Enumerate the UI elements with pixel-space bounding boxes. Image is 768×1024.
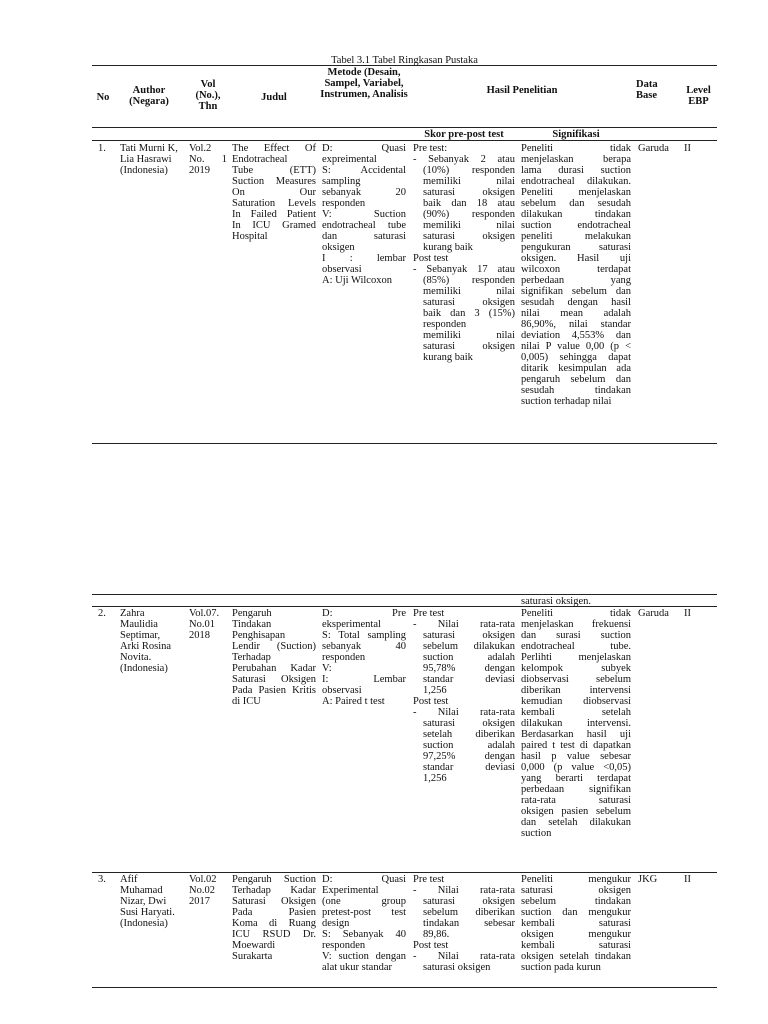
- cell-line: responden: [322, 652, 366, 663]
- cell-line: oksigen pasien sebelum: [521, 806, 631, 817]
- cell-line: rata-rata saturasi: [521, 795, 631, 806]
- row-3-level: II: [684, 874, 691, 885]
- cell-line: saturasi oksigen: [423, 231, 515, 242]
- cell-line: dan setelah dilakukan: [521, 817, 631, 828]
- cell-line: design: [322, 918, 350, 929]
- cell-line: sebanyak 40: [322, 641, 406, 652]
- cell-line: baik dan 3 (15%): [423, 308, 515, 319]
- cell-line: S: Total sampling: [322, 630, 406, 641]
- cell-line: suction pada kurun: [521, 962, 601, 973]
- cell-line: Saturasi Oksigen: [232, 674, 316, 685]
- cell-line: Vol.07.: [189, 608, 220, 619]
- header-author: Author (Negara): [129, 85, 169, 107]
- cell-line: Vol.02: [189, 874, 217, 885]
- cell-line: saturasi oksigen: [423, 718, 515, 729]
- cell-line: Peneliti tidak: [521, 143, 631, 154]
- cell-line: Post test: [413, 253, 449, 264]
- cell-line: Berdasarkan hasil uji: [521, 729, 631, 740]
- cell-line: sebelum dilakukan: [423, 641, 515, 652]
- cell-line: sebelum tindakan: [521, 896, 631, 907]
- cell-line: Post test: [413, 940, 449, 951]
- cell-line: wilcoxon terdapat: [521, 264, 631, 275]
- cell-line: suction: [521, 828, 552, 839]
- cell-line: Pada Pasien: [232, 907, 316, 918]
- cell-line: Zahra: [120, 608, 145, 619]
- header-vol: Vol (No.), Thn: [195, 79, 221, 112]
- cell-line: Tube (ETT): [232, 165, 316, 176]
- cell-line: A: Uji Wilcoxon: [322, 275, 392, 286]
- cell-line: sampling: [322, 176, 361, 187]
- cell-line: Arki Rosina: [120, 641, 172, 652]
- cell-line: responden: [423, 319, 467, 330]
- cell-line: saturasi oksigen: [423, 896, 515, 907]
- cell-line: ditarik kesimpulan ada: [521, 363, 631, 374]
- cell-line: peneliti melakukan: [521, 231, 631, 242]
- cell-line: No.02: [189, 885, 215, 896]
- cell-line: Nizar, Dwi: [120, 896, 167, 907]
- cell-line: 97,25% dengan: [423, 751, 515, 762]
- cell-line: sebelum dan sesudah: [521, 198, 631, 209]
- cell-line: saturasi oksigen: [521, 885, 631, 896]
- cell-line: Koma di Ruang: [232, 918, 316, 929]
- cell-line: saturasi oksigen: [423, 297, 515, 308]
- cell-line: - Nilai rata-rata: [413, 951, 515, 962]
- cell-line: Saturasi Oksigen: [232, 896, 316, 907]
- cell-line: A: Paired t test: [322, 696, 385, 707]
- cell-line: Maulidia: [120, 619, 158, 630]
- cell-line: Pengaruh: [232, 608, 272, 619]
- cell-line: suction terhadap nilai: [521, 396, 612, 407]
- cell-line: oksigen mengukur: [521, 929, 631, 940]
- cell-line: di ICU: [232, 696, 261, 707]
- cell-line: Peneliti tidak: [521, 608, 631, 619]
- cell-line: 0,000 (p value <0,05): [521, 762, 631, 773]
- cell-line: 86,90%, nilai standar: [521, 319, 631, 330]
- row-2-skor: [413, 608, 515, 784]
- cell-line: menjelaskan frekuensi: [521, 619, 631, 630]
- cell-line: kelompok subyek: [521, 663, 631, 674]
- cell-line: paired t test di dapatkan: [521, 740, 631, 751]
- cell-line: V: suction dengan: [322, 951, 406, 962]
- header-no: No: [96, 92, 110, 103]
- cell-line: (one group: [322, 896, 406, 907]
- cell-line: kembali saturasi: [521, 918, 631, 929]
- header-signifikasi: Signifikasi: [552, 129, 600, 140]
- cell-line: 2017: [189, 896, 210, 907]
- row-1-signifikasi-continued: saturasi oksigen.: [521, 596, 591, 607]
- cell-line: Penghisapan: [232, 630, 286, 641]
- cell-line: dan surasi suction: [521, 630, 631, 641]
- header-level: Level EBP: [686, 85, 711, 107]
- cell-line: Pre test: [413, 608, 445, 619]
- cell-line: deviation 4,553% dan: [521, 330, 631, 341]
- cell-line: pengukuran saturasi: [521, 242, 631, 253]
- row-1-level: II: [684, 143, 691, 154]
- cell-line: oksigen setelah tindakan: [521, 951, 631, 962]
- cell-line: Surakarta: [232, 951, 273, 962]
- row-1-author: [120, 143, 186, 176]
- cell-line: Saturation Levels: [232, 198, 316, 209]
- cell-line: ICU RSUD Dr.: [232, 929, 316, 940]
- subheader-divider: [92, 140, 717, 141]
- cell-line: eksperimental: [322, 619, 381, 630]
- page-2-top-border: [92, 594, 717, 595]
- cell-line: 95,78% dengan: [423, 663, 515, 674]
- cell-line: nilai mean adalah: [521, 308, 631, 319]
- cell-line: Pada Pasien Kritis: [232, 685, 316, 696]
- row-1-skor: [413, 143, 515, 363]
- cell-line: alat ukur standar: [322, 962, 392, 973]
- cell-line: suction endotracheal: [521, 220, 631, 231]
- cell-line: Suction Measures: [232, 176, 316, 187]
- header-hasil: Hasil Penelitian: [486, 85, 558, 96]
- cell-line: (Indonesia): [120, 165, 168, 176]
- cell-line: sebanyak 20: [322, 187, 406, 198]
- cell-line: Endotracheal: [232, 154, 288, 165]
- cell-line: kembali saturasi: [521, 940, 631, 951]
- row-2-author: [120, 608, 182, 674]
- cell-line: kemudian diobservasi: [521, 696, 631, 707]
- header-judul: Judul: [261, 92, 287, 103]
- cell-line: Tati Murni K,: [120, 143, 178, 154]
- cell-line: standar deviasi: [423, 674, 515, 685]
- row-1-metode: [322, 143, 406, 286]
- row-2-judul: [232, 608, 316, 707]
- cell-line: memiliki nilai: [423, 286, 515, 297]
- cell-line: No.01: [189, 619, 215, 630]
- cell-line: Novita.: [120, 652, 152, 663]
- row-2-level: II: [684, 608, 691, 619]
- cell-line: oksigen: [322, 242, 355, 253]
- cell-line: (90%) responden: [423, 209, 515, 220]
- table-caption: Tabel 3.1 Tabel Ringkasan Pustaka: [331, 55, 478, 66]
- row-2-signifikasi: [521, 608, 631, 839]
- cell-line: (Indonesia): [120, 918, 168, 929]
- cell-line: memiliki nilai: [423, 220, 515, 231]
- cell-line: (Indonesia): [120, 663, 168, 674]
- cell-line: Perubahan Kadar: [232, 663, 316, 674]
- cell-line: diobservasi sebelum: [521, 674, 631, 685]
- cell-line: (10%) responden: [423, 165, 515, 176]
- cell-line: sebelum diberikan: [423, 907, 515, 918]
- cell-line: Moewardi: [232, 940, 276, 951]
- page-1-bottom-border: [92, 443, 717, 444]
- cell-line: dilakukan tindakan: [521, 209, 631, 220]
- cell-line: endotracheal tube.: [521, 641, 631, 652]
- cell-line: lama durasi suction: [521, 165, 631, 176]
- cell-line: kembali setelah: [521, 707, 631, 718]
- cell-line: I : lembar: [322, 253, 406, 264]
- cell-line: S: Accidental: [322, 165, 406, 176]
- cell-line: S: Sebanyak 40: [322, 929, 406, 940]
- cell-line: perbedaan yang: [521, 275, 631, 286]
- header-skor: Skor pre-post test: [424, 129, 504, 140]
- row-3-no: 3.: [98, 874, 106, 885]
- row-1-database: Garuda: [638, 143, 669, 154]
- cell-line: 89,86.: [423, 929, 450, 940]
- cell-line: menjelaskan berapa: [521, 154, 631, 165]
- cell-line: tindakan sebesar: [423, 918, 515, 929]
- cell-line: 1,256: [423, 773, 447, 784]
- cell-line: Pre test:: [413, 143, 448, 154]
- row-2-vol: [189, 608, 227, 641]
- cell-line: 2019: [189, 165, 210, 176]
- cell-line: The Effect Of: [232, 143, 316, 154]
- cell-line: nilai P value 0,00 (p <: [521, 341, 631, 352]
- cell-line: pengaruh sebelum dan: [521, 374, 631, 385]
- row-3-skor: [413, 874, 515, 973]
- cell-line: D: Quasi: [322, 143, 406, 154]
- row-3-signifikasi: [521, 874, 631, 973]
- cell-line: Perlihti menjelaskan: [521, 652, 631, 663]
- cell-line: oksigen. Hasil uji: [521, 253, 631, 264]
- cell-line: 0,005) sehingga dapat: [521, 352, 631, 363]
- row-2-database: Garuda: [638, 608, 669, 619]
- cell-line: memiliki nilai: [423, 330, 515, 341]
- cell-line: V: Suction: [322, 209, 406, 220]
- cell-line: sesudah dengan hasil: [521, 297, 631, 308]
- cell-line: dan saturasi: [322, 231, 406, 242]
- cell-line: Hospital: [232, 231, 268, 242]
- cell-line: endotracheal tube: [322, 220, 406, 231]
- cell-line: kurang baik: [423, 242, 473, 253]
- cell-line: Septimar,: [120, 630, 161, 641]
- cell-line: Peneliti menjelaskan: [521, 187, 631, 198]
- cell-line: In ICU Gramed: [232, 220, 316, 231]
- cell-line: Afif: [120, 874, 138, 885]
- cell-line: Muhamad: [120, 885, 163, 896]
- cell-line: dilakukan intervensi.: [521, 718, 631, 729]
- cell-line: D: Quasi: [322, 874, 406, 885]
- cell-line: I: Lembar: [322, 674, 406, 685]
- cell-line: sesudah tindakan: [521, 385, 631, 396]
- cell-line: responden: [322, 198, 366, 209]
- cell-line: Pre test: [413, 874, 445, 885]
- cell-line: baik dan 18 atau: [423, 198, 515, 209]
- row-1-vol: [189, 143, 227, 176]
- row-2-metode: [322, 608, 406, 707]
- cell-line: endotracheal dilakukan.: [521, 176, 631, 187]
- cell-line: responden: [322, 940, 366, 951]
- cell-line: setelah diberikan: [423, 729, 515, 740]
- row-3-database: JKG: [638, 874, 658, 885]
- cell-line: standar deviasi: [423, 762, 515, 773]
- cell-line: saturasi oksigen: [423, 187, 515, 198]
- cell-line: - Nilai rata-rata: [413, 885, 515, 896]
- cell-line: signifikan sebelum dan: [521, 286, 631, 297]
- cell-line: 2018: [189, 630, 210, 641]
- cell-line: kurang baik: [423, 352, 473, 363]
- cell-line: No. 1: [189, 154, 227, 165]
- cell-line: saturasi oksigen: [423, 630, 515, 641]
- cell-line: suction adalah: [423, 652, 515, 663]
- cell-line: observasi: [322, 264, 362, 275]
- row-1-signifikasi: [521, 143, 631, 407]
- cell-line: - Nilai rata-rata: [413, 707, 515, 718]
- cell-line: D: Pre: [322, 608, 406, 619]
- row-2-no: 2.: [98, 608, 106, 619]
- header-metode: Metode (Desain, Sampel, Variabel, Instrumen, Analisis: [320, 67, 408, 100]
- cell-line: Terhadap Kadar: [232, 885, 316, 896]
- cell-line: saturasi oksigen: [423, 341, 515, 352]
- row-1-no: 1.: [98, 143, 106, 154]
- header-divider: [92, 127, 717, 128]
- cell-line: Vol.2: [189, 143, 212, 154]
- cell-line: suction dan mengukur: [521, 907, 631, 918]
- table-top-border: [92, 65, 717, 66]
- cell-line: pretest-post test: [322, 907, 406, 918]
- cell-line: - Sebanyak 17 atau: [413, 264, 515, 275]
- cell-line: Peneliti mengukur: [521, 874, 631, 885]
- cell-line: saturasi oksigen: [423, 962, 491, 973]
- page-2-bottom-border: [92, 987, 717, 988]
- cell-line: - Nilai rata-rata: [413, 619, 515, 630]
- cell-line: Terhadap: [232, 652, 271, 663]
- cell-line: - Sebanyak 2 atau: [413, 154, 515, 165]
- row-3-metode: [322, 874, 406, 973]
- row-3-vol: [189, 874, 227, 907]
- cell-line: In Failed Patient: [232, 209, 316, 220]
- cell-line: Post test: [413, 696, 449, 707]
- cell-line: suction adalah: [423, 740, 515, 751]
- row-1-judul: [232, 143, 316, 242]
- cell-line: Susi Haryati.: [120, 907, 175, 918]
- cell-line: hasil p value sebesar: [521, 751, 631, 762]
- cell-line: 1,256: [423, 685, 447, 696]
- cell-line: Experimental: [322, 885, 379, 896]
- cell-line: V:: [322, 663, 332, 674]
- header-database: Data Base: [636, 79, 658, 101]
- cell-line: Lendir (Suction): [232, 641, 316, 652]
- cell-line: Lia Hasrawi: [120, 154, 172, 165]
- cell-line: perbedaan signifikan: [521, 784, 631, 795]
- cell-line: On Our: [232, 187, 316, 198]
- cell-line: Tindakan: [232, 619, 272, 630]
- cell-line: observasi: [322, 685, 362, 696]
- row-3-judul: [232, 874, 316, 962]
- row-3-top-border: [92, 872, 717, 873]
- cell-line: yang berarti terdapat: [521, 773, 631, 784]
- cell-line: expreimental: [322, 154, 377, 165]
- row-3-author: [120, 874, 184, 929]
- cell-line: diberikan intervensi: [521, 685, 631, 696]
- cell-line: (85%) responden: [423, 275, 515, 286]
- cell-line: memiliki nilai: [423, 176, 515, 187]
- cell-line: Pengaruh Suction: [232, 874, 316, 885]
